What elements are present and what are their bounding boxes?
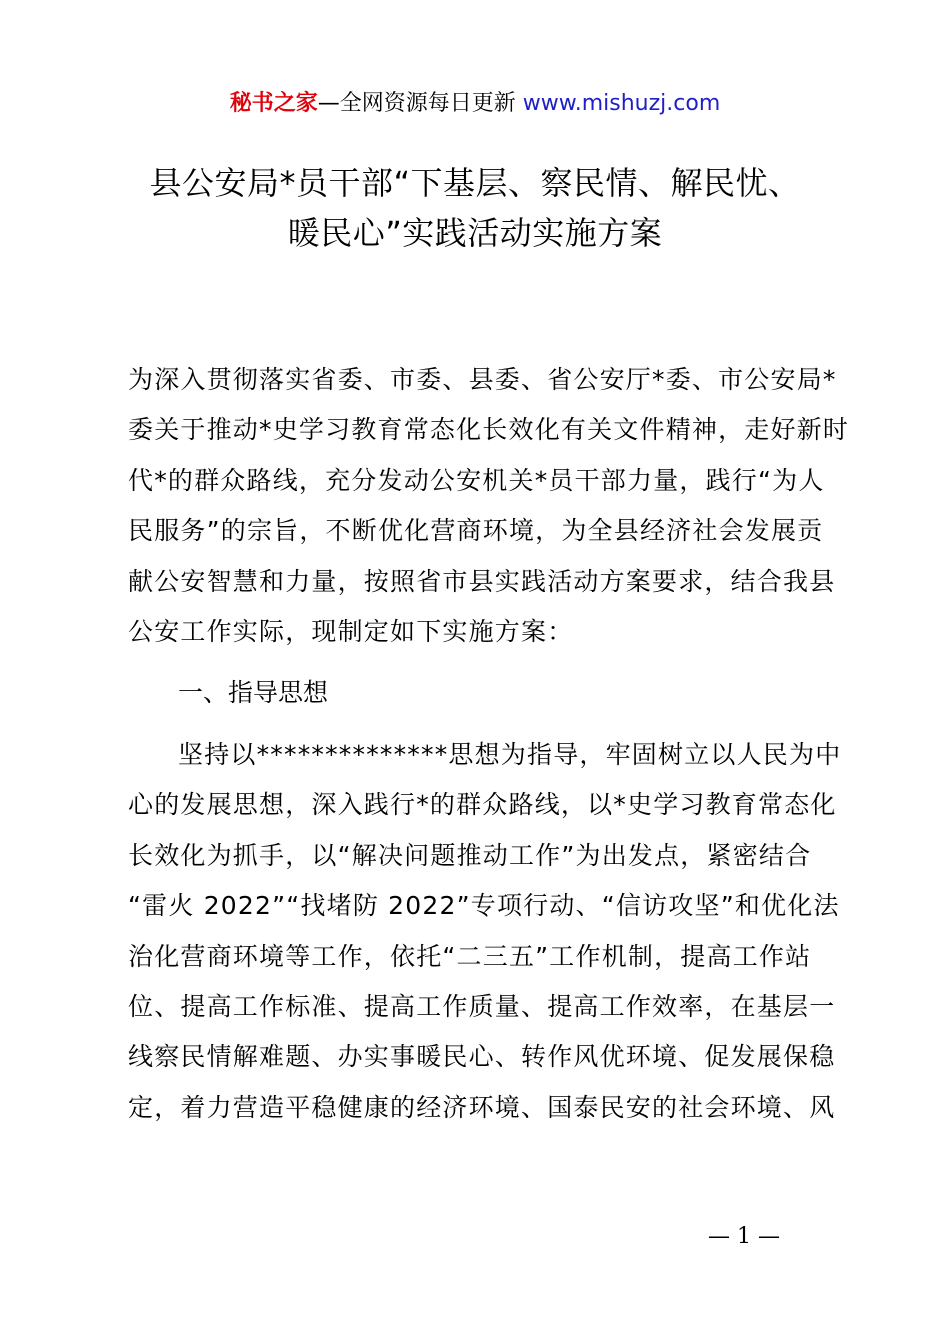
paragraph-line: “雷火 2022”“找堵防 2022”专项行动、“信访攻坚”和优化法 bbox=[128, 891, 840, 921]
paragraph-line: 长效化为抓手，以“解决问题推动工作”为出发点，紧密结合 bbox=[128, 840, 812, 870]
title-line-1: 县公安局*员干部“下基层、察民情、解民忧、 bbox=[149, 164, 801, 202]
paragraph-line: 心的发展思想，深入践行*的群众路线，以*史学习教育常态化 bbox=[128, 790, 837, 820]
paragraph-line: 坚持以**************思想为指导，牢固树立以人民为中 bbox=[178, 740, 842, 769]
site-header bbox=[0, 88, 950, 120]
site-url-link[interactable]: www.mishuzj.com bbox=[522, 91, 721, 116]
guiding-ideology-paragraph bbox=[128, 730, 842, 1133]
paragraph-line: 线察民情解难题、办实事暖民心、转作风优环境、促发展保稳 bbox=[128, 1042, 836, 1072]
document-title bbox=[60, 158, 890, 258]
paragraph-line: 为深入贯彻落实省委、市委、县委、省公安厅*委、市公安局* bbox=[128, 365, 837, 394]
paragraph-line: 献公安智慧和力量，按照省市县实践活动方案要求，结合我县 bbox=[128, 566, 836, 596]
section-heading: 一、指导思想 bbox=[178, 678, 329, 707]
paragraph-line: 民服务”的宗旨，不断优化营商环境，为全县经济社会发展贡 bbox=[128, 516, 824, 546]
page-number: — 1 — bbox=[708, 1224, 780, 1249]
paragraph-line: 公安工作实际，现制定如下实施方案： bbox=[128, 617, 574, 647]
paragraph-line: 位、提高工作标准、提高工作质量、提高工作效率，在基层一 bbox=[128, 992, 836, 1022]
header-tagline: —全网资源每日更新 bbox=[317, 91, 516, 116]
brand-name: 秘书之家 bbox=[229, 91, 318, 116]
paragraph-line: 定，着力营造平稳健康的经济环境、国泰民安的社会环境、风 bbox=[128, 1092, 836, 1122]
paragraph-line: 代*的群众路线，充分发动公安机关*员干部力量，践行“为人 bbox=[128, 465, 825, 495]
intro-paragraph bbox=[128, 355, 850, 657]
paragraph-line: 委关于推动*史学习教育常态化长效化有关文件精神，走好新时 bbox=[128, 415, 850, 445]
title-line-2: 暖民心”实践活动实施方案 bbox=[287, 214, 663, 252]
paragraph-line: 治化营商环境等工作，依托“二三五”工作机制，提高工作站 bbox=[128, 941, 812, 971]
